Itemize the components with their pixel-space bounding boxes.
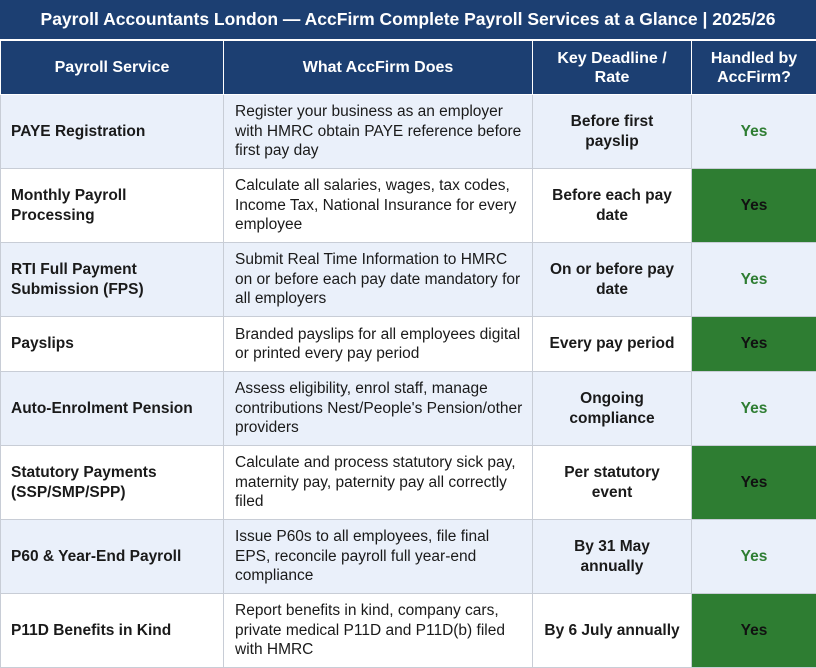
table-row: [1, 372, 816, 446]
table-row: [1, 317, 816, 372]
deadline-cell: On or before pay date: [533, 243, 692, 317]
deadline-cell: Ongoing compliance: [533, 372, 692, 446]
table-header-row: [1, 41, 816, 95]
deadline-cell: Per statutory event: [533, 446, 692, 520]
deadline-cell: Every pay period: [533, 317, 692, 372]
handled-cell: Yes: [692, 169, 816, 243]
service-cell: Monthly Payroll Processing: [1, 169, 224, 243]
page-title: Payroll Accountants London — AccFirm Complete Payroll Services at a Glance | 2025/26: [0, 0, 816, 40]
description-cell: Report benefits in kind, company cars, private medical P11D and P11D(b) filed with HMRC: [224, 594, 533, 668]
table-row: [1, 594, 816, 668]
description-cell: Assess eligibility, enrol staff, manage contributions Nest/People's Pension/other providers: [224, 372, 533, 446]
table-row: [1, 243, 816, 317]
header-key-deadline: Key Deadline / Rate: [533, 41, 692, 95]
handled-cell: Yes: [692, 372, 816, 446]
description-cell: Submit Real Time Information to HMRC on or before each pay date mandatory for all employers: [224, 243, 533, 317]
handled-cell: Yes: [692, 243, 816, 317]
handled-cell: Yes: [692, 317, 816, 372]
service-cell: PAYE Registration: [1, 95, 224, 169]
table-row: [1, 95, 816, 169]
service-cell: Payslips: [1, 317, 224, 372]
service-cell: Statutory Payments (SSP/SMP/SPP): [1, 446, 224, 520]
payroll-services-table: [0, 40, 816, 668]
handled-cell: Yes: [692, 520, 816, 594]
header-payroll-service: Payroll Service: [1, 41, 224, 95]
service-cell: P11D Benefits in Kind: [1, 594, 224, 668]
table-row: [1, 169, 816, 243]
deadline-cell: By 6 July annually: [533, 594, 692, 668]
service-cell: P60 & Year-End Payroll: [1, 520, 224, 594]
header-what-accfirm-does: What AccFirm Does: [224, 41, 533, 95]
deadline-cell: By 31 May annually: [533, 520, 692, 594]
description-cell: Issue P60s to all employees, file final EPS, reconcile payroll full year-end compliance: [224, 520, 533, 594]
table-row: [1, 446, 816, 520]
deadline-cell: Before first payslip: [533, 95, 692, 169]
handled-cell: Yes: [692, 446, 816, 520]
handled-cell: Yes: [692, 95, 816, 169]
table-row: [1, 520, 816, 594]
description-cell: Calculate and process statutory sick pay, maternity pay, paternity pay all correctly filed: [224, 446, 533, 520]
description-cell: Branded payslips for all employees digital or printed every pay period: [224, 317, 533, 372]
deadline-cell: Before each pay date: [533, 169, 692, 243]
description-cell: Calculate all salaries, wages, tax codes, Income Tax, National Insurance for every employee: [224, 169, 533, 243]
service-cell: Auto-Enrolment Pension: [1, 372, 224, 446]
description-cell: Register your business as an employer with HMRC obtain PAYE reference before first pay day: [224, 95, 533, 169]
service-cell: RTI Full Payment Submission (FPS): [1, 243, 224, 317]
header-handled-by: Handled by AccFirm?: [692, 41, 816, 95]
handled-cell: Yes: [692, 594, 816, 668]
